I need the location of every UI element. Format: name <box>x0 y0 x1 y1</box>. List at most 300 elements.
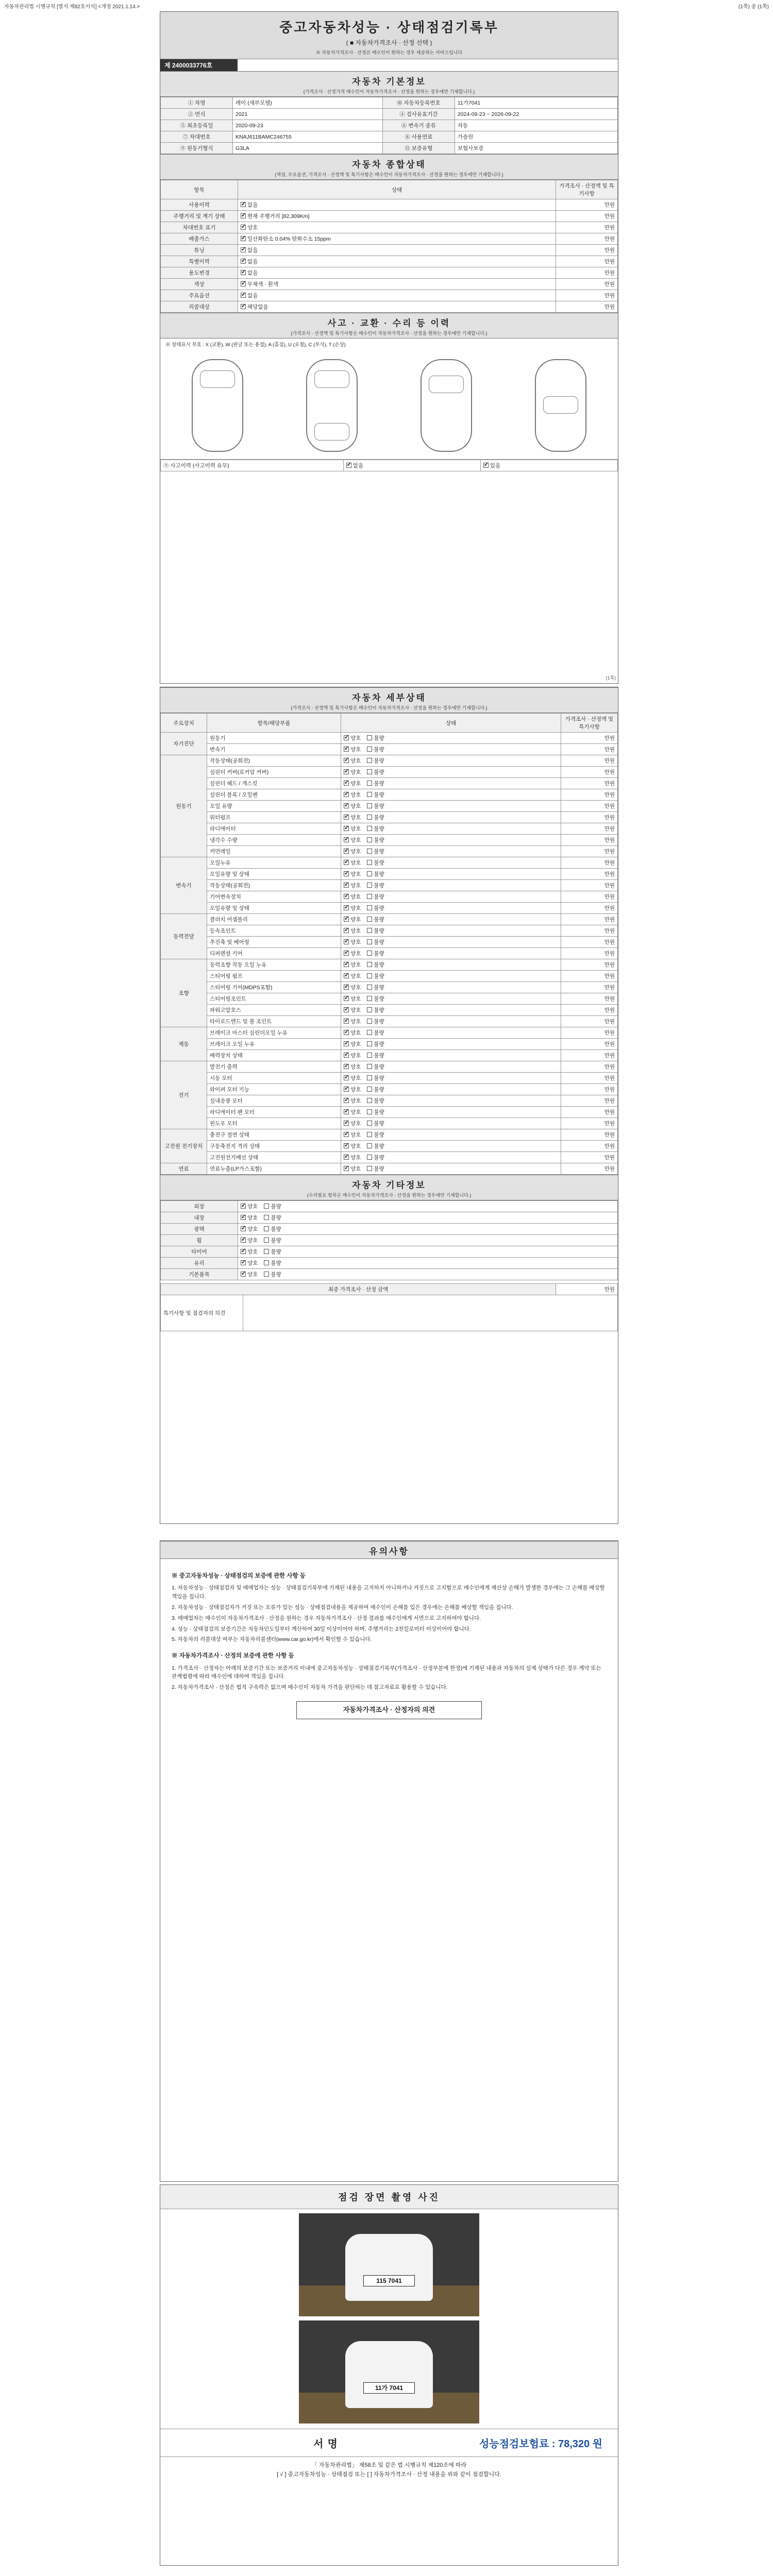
status-option[interactable]: ✓ 양호 <box>344 894 361 900</box>
price-cell: 만원 <box>556 301 618 313</box>
overall-value <box>238 199 556 211</box>
detail-row <box>161 1141 618 1152</box>
status-option[interactable]: ✓ 양호 <box>344 815 361 821</box>
status-option[interactable]: 불량 <box>367 826 384 832</box>
status-option[interactable]: 불량 <box>367 894 384 900</box>
etc-row <box>161 1212 618 1224</box>
detail-status <box>341 801 561 812</box>
status-option[interactable]: ✓ 양호 <box>344 1053 361 1059</box>
checked-box[interactable] <box>241 236 246 241</box>
status-option[interactable]: 불량 <box>367 735 384 741</box>
detail-status <box>341 1141 561 1152</box>
license-plate-1: 115 7041 <box>363 2275 415 2286</box>
etc-label: 타이어 <box>161 1246 238 1258</box>
detail-status <box>341 971 561 982</box>
status-option[interactable]: ✓ 양호 <box>344 1007 361 1013</box>
status-option[interactable]: 불량 <box>367 849 384 855</box>
detail-item: 구동축전지 격리 상태 <box>207 1141 341 1152</box>
detail-row <box>161 767 618 778</box>
etc-row <box>161 1269 618 1280</box>
status-option[interactable]: 불량 <box>367 871 384 877</box>
status-option[interactable]: 불량 <box>367 1053 384 1059</box>
price-cell: 만원 <box>561 1027 618 1039</box>
form-reference: 자동차관리법 시행규칙 [별지 제82호서식] <개정 2021.1.14.> <box>4 4 140 10</box>
status-option[interactable]: ✓ 양호 <box>344 1109 361 1115</box>
detail-row <box>161 1016 618 1027</box>
price-cell: 만원 <box>561 1005 618 1016</box>
basic-label: ⑪ 보증유형 <box>382 143 455 154</box>
price-cell: 만원 <box>561 778 618 789</box>
section-subtitle: (가격조사 · 산정액 및 특기사항은 매수인이 자동차가격조사 · 산정을 원하는 경우에만 기재합니다.) <box>291 331 488 336</box>
column-header: 항목/해당부품 <box>207 714 341 733</box>
status-option[interactable]: 불량 <box>264 1238 281 1244</box>
detail-status <box>341 993 561 1005</box>
status-option[interactable]: ✓ 양호 <box>344 1155 361 1161</box>
status-option[interactable]: ✓ 양호 <box>344 871 361 877</box>
status-option[interactable]: ✓ 양호 <box>344 996 361 1002</box>
price-cell: 만원 <box>561 744 618 755</box>
status-option[interactable]: ✓ 양호 <box>344 803 361 809</box>
signature-label: 서명 <box>313 2438 342 2450</box>
car-frame-diagram <box>535 359 586 452</box>
etc-label: 유리 <box>161 1258 238 1269</box>
checked-box[interactable] <box>241 202 246 207</box>
section-subtitle: (가격조사 · 산정액 및 특기사항은 매수인이 자동차가격조사 · 산정을 원하는 경우에만 기재합니다.) <box>291 705 488 710</box>
detail-row <box>161 1129 618 1141</box>
status-option[interactable]: 불량 <box>367 1087 384 1093</box>
price-cell: 만원 <box>561 1095 618 1107</box>
detail-row <box>161 733 618 744</box>
status-option[interactable]: 불량 <box>264 1215 281 1221</box>
detail-item: 워터펌프 <box>207 812 341 823</box>
price-cell: 만원 <box>561 891 618 903</box>
status-option[interactable]: ✓ 양호 <box>344 973 361 979</box>
price-title: 최종 가격조사 · 산정 금액 <box>161 1284 556 1295</box>
detail-item: 라디에이터 <box>207 823 341 835</box>
detail-item: 오일 유량 <box>207 801 341 812</box>
detail-item: 원동기 <box>207 733 341 744</box>
etc-row <box>161 1224 618 1235</box>
detail-status <box>341 1061 561 1073</box>
page-count: (1쪽) 중 (1쪽) <box>738 4 769 10</box>
detail-status <box>341 948 561 959</box>
detail-group: 연료 <box>161 1163 207 1175</box>
status-option[interactable]: 불량 <box>367 917 384 923</box>
status-option[interactable]: ✓ 양호 <box>344 1019 361 1025</box>
etc-row <box>161 1201 618 1212</box>
detail-status <box>341 1107 561 1118</box>
page-2 <box>160 687 618 1524</box>
detail-status <box>341 869 561 880</box>
checked-box[interactable] <box>241 247 246 252</box>
status-option[interactable]: ✓ 양호 <box>344 837 361 843</box>
status-option[interactable]: 불량 <box>367 792 384 798</box>
overall-row <box>161 290 618 301</box>
basic-value: 자동 <box>455 120 617 131</box>
detail-row <box>161 1039 618 1050</box>
detail-item: 스티어링조인트 <box>207 993 341 1005</box>
etc-label: 기본품목 <box>161 1269 238 1280</box>
status-option[interactable]: 불량 <box>367 1041 384 1047</box>
price-cell: 만원 <box>561 982 618 993</box>
basic-value: 레이 (새부모델) <box>233 97 383 109</box>
detail-row <box>161 744 618 755</box>
status-option[interactable]: ✓ 양호 <box>344 1075 361 1081</box>
detail-item: 와이퍼 모터 기능 <box>207 1084 341 1095</box>
etc-status <box>238 1201 618 1212</box>
price-cell: 만원 <box>561 823 618 835</box>
price-cell: 만원 <box>561 925 618 937</box>
checked-box[interactable] <box>241 259 246 264</box>
overall-status-section-header <box>160 154 618 180</box>
basic-value: 2024-09-23 ~ 2026-09-22 <box>455 109 617 120</box>
status-option[interactable]: ✓ 양호 <box>344 1030 361 1036</box>
status-option[interactable]: 불량 <box>367 1030 384 1036</box>
overall-label: 주행거리 및 계기 상태 <box>161 211 238 222</box>
detail-item: 클러치 어셈블리 <box>207 914 341 925</box>
etc-status <box>238 1212 618 1224</box>
detail-group: 원동기 <box>161 755 207 857</box>
insurance-fee: 성능점검보험료 : 78,320 원 <box>479 2438 602 2450</box>
status-option[interactable]: ✓ 양호 <box>344 985 361 991</box>
overall-label: 튜닝 <box>161 245 238 256</box>
detail-row <box>161 1050 618 1061</box>
status-option[interactable]: 불량 <box>367 973 384 979</box>
price-cell: 만원 <box>561 1107 618 1118</box>
overall-value-text: 없음 <box>247 293 258 299</box>
price-cell: 만원 <box>561 846 618 857</box>
detail-item: 실린더 블록 / 오일팬 <box>207 789 341 801</box>
status-option[interactable]: 불량 <box>367 1064 384 1070</box>
price-cell: 만원 <box>556 256 618 267</box>
status-option[interactable]: 불량 <box>367 905 384 911</box>
price-cell: 만원 <box>556 233 618 245</box>
inspection-photo-2 <box>299 2320 479 2424</box>
status-option[interactable]: ✓ 양호 <box>344 917 361 923</box>
notes-heading-2: ※ 자동차가격조사 · 산정의 보증에 관한 사항 등 <box>172 1653 294 1659</box>
price-cell: 만원 <box>561 1129 618 1141</box>
status-option[interactable]: 불량 <box>367 1132 384 1138</box>
status-option[interactable]: ✓ 양호 <box>344 747 361 753</box>
detail-item: 오일유량 및 상태 <box>207 903 341 914</box>
price-cell: 만원 <box>561 1152 618 1163</box>
status-option[interactable]: ✓ 양호 <box>344 939 361 945</box>
detail-status <box>341 880 561 891</box>
overall-row <box>161 279 618 290</box>
detail-status <box>341 778 561 789</box>
basic-row <box>161 131 618 143</box>
note-paragraph: 5. 자동차의 리콜대상 여부는 자동차리콜센터(www.car.go.kr)에서 확인할 수 있습니다. <box>172 1636 372 1643</box>
overall-value <box>238 267 556 279</box>
detail-status <box>341 1118 561 1129</box>
status-option[interactable]: ✓ 양호 <box>344 769 361 775</box>
price-cell: 만원 <box>561 971 618 982</box>
overall-label: 배출가스 <box>161 233 238 245</box>
price-cell: 만원 <box>561 857 618 869</box>
detail-group: 자기진단 <box>161 733 207 755</box>
price-cell: 만원 <box>556 279 618 290</box>
basic-value: 보험사보증 <box>455 143 617 154</box>
price-cell: 만원 <box>561 937 618 948</box>
status-option[interactable]: 불량 <box>264 1249 281 1255</box>
price-cell: 만원 <box>561 767 618 778</box>
car-side-diagram <box>306 359 358 452</box>
status-option[interactable]: ✓ 양호 <box>241 1215 258 1221</box>
column-header: 가격조사 · 산정액 및 특기사항 <box>561 714 618 733</box>
overall-row <box>161 256 618 267</box>
detail-item: 파워고압호스 <box>207 1005 341 1016</box>
column-header: 가격조사 · 산정액 및 특기사항 <box>556 180 618 199</box>
checked-box[interactable] <box>241 213 246 218</box>
status-option[interactable]: 불량 <box>367 803 384 809</box>
detail-row <box>161 755 618 767</box>
checked-box[interactable] <box>241 270 246 275</box>
detail-item: 실린더 헤드 / 개스킷 <box>207 778 341 789</box>
overall-row <box>161 267 618 279</box>
status-option[interactable]: 불량 <box>367 1075 384 1081</box>
basic-value: 2020-09-23 <box>233 120 383 131</box>
overall-label: 차대번호 표기 <box>161 222 238 233</box>
status-option[interactable]: 불량 <box>367 1109 384 1115</box>
basic-label: ① 차명 <box>161 97 233 109</box>
section-title: 자동차 종합상태 <box>352 160 426 170</box>
detail-item: 작동상태(공회전) <box>207 880 341 891</box>
column-header: 항목 <box>161 180 238 199</box>
basic-label: ⑩ 자동차등록번호 <box>382 97 455 109</box>
status-option[interactable]: 불량 <box>367 1019 384 1025</box>
status-option[interactable]: 불량 <box>367 1143 384 1149</box>
basic-label: ⑨ 원동기형식 <box>161 143 233 154</box>
status-option[interactable]: 불량 <box>264 1260 281 1266</box>
document-header <box>160 12 618 59</box>
page-marker: (1쪽) <box>606 675 616 681</box>
status-option[interactable]: ✓ 양호 <box>344 1132 361 1138</box>
status-option[interactable]: 불량 <box>367 985 384 991</box>
price-cell: 만원 <box>561 1050 618 1061</box>
detail-item: 디퍼렌셜 기어 <box>207 948 341 959</box>
status-option[interactable]: ✓ 양호 <box>344 826 361 832</box>
remarks-value <box>243 1295 618 1331</box>
detail-item: 실린더 커버(로커암 커버) <box>207 767 341 778</box>
detail-row <box>161 835 618 846</box>
detail-status <box>341 1073 561 1084</box>
detail-row <box>161 857 618 869</box>
detail-status <box>341 857 561 869</box>
detail-item: 오일누유 <box>207 857 341 869</box>
status-option[interactable]: ✓ 양호 <box>344 883 361 889</box>
status-option[interactable]: ✓ 양호 <box>344 758 361 764</box>
status-option[interactable]: ✓ 양호 <box>344 1041 361 1047</box>
status-option[interactable]: 불량 <box>264 1272 281 1278</box>
checked-box[interactable] <box>241 304 246 309</box>
detail-group: 조향 <box>161 959 207 1027</box>
status-option[interactable]: ✓ 양호 <box>344 962 361 968</box>
status-option[interactable]: 불량 <box>367 928 384 934</box>
price-cell: 만원 <box>556 222 618 233</box>
status-option[interactable]: 불량 <box>367 747 384 753</box>
overall-label: 특별이력 <box>161 256 238 267</box>
status-option[interactable]: ✓ 양호 <box>241 1272 258 1278</box>
detail-item: 윈도우 모터 <box>207 1118 341 1129</box>
status-option[interactable]: 불량 <box>367 996 384 1002</box>
detail-row <box>161 971 618 982</box>
overall-value-text: 양호 <box>247 225 258 231</box>
detail-row <box>161 982 618 993</box>
status-option[interactable]: 불량 <box>367 815 384 821</box>
overall-value <box>238 290 556 301</box>
price-cell: 만원 <box>556 290 618 301</box>
detail-item: 커먼레일 <box>207 846 341 857</box>
column-header: 상태 <box>341 714 561 733</box>
detail-item: 브레이크 오일 누유 <box>207 1039 341 1050</box>
notes-body <box>160 1559 618 1728</box>
status-option[interactable]: 불량 <box>367 1121 384 1127</box>
etc-section-header <box>160 1175 618 1200</box>
etc-label: 휠 <box>161 1235 238 1246</box>
price-cell: 만원 <box>561 1061 618 1073</box>
page-1 <box>160 11 618 684</box>
checked-box[interactable] <box>241 293 246 298</box>
status-option[interactable]: ✓ 양호 <box>344 905 361 911</box>
status-option[interactable]: 불량 <box>367 883 384 889</box>
status-option[interactable]: 불량 <box>367 951 384 957</box>
status-option[interactable]: ✓ 양호 <box>344 1143 361 1149</box>
column-header: 주요장치 <box>161 714 207 733</box>
detail-status <box>341 1039 561 1050</box>
status-option[interactable]: 불량 <box>367 758 384 764</box>
status-option[interactable]: ✓ 양호 <box>344 1121 361 1127</box>
status-option[interactable]: 불량 <box>367 939 384 945</box>
detail-group: 고전원 전기장치 <box>161 1129 207 1163</box>
detail-item: 작동상태(공회전) <box>207 755 341 767</box>
status-option[interactable]: ✓ 양호 <box>344 1087 361 1093</box>
detail-item: 냉각수 수량 <box>207 835 341 846</box>
car-top-diagram <box>421 359 472 452</box>
detail-status <box>341 1005 561 1016</box>
status-option[interactable]: ✓ 양호 <box>241 1249 258 1255</box>
checked-box[interactable] <box>241 225 246 230</box>
status-option[interactable]: ✓ 양호 <box>241 1260 258 1266</box>
detail-row <box>161 959 618 971</box>
overall-value <box>238 279 556 290</box>
detail-group: 변속기 <box>161 857 207 914</box>
detail-status <box>341 1129 561 1141</box>
price-cell: 만원 <box>556 199 618 211</box>
detail-row <box>161 812 618 823</box>
status-option[interactable]: ✓ 양호 <box>344 1166 361 1172</box>
detail-row <box>161 1095 618 1107</box>
status-option[interactable]: 불량 <box>367 860 384 866</box>
detail-status <box>341 789 561 801</box>
detail-row <box>161 778 618 789</box>
detail-row <box>161 823 618 835</box>
status-option[interactable]: 불량 <box>264 1204 281 1210</box>
etc-status <box>238 1258 618 1269</box>
detail-item: 오일유량 및 상태 <box>207 869 341 880</box>
overall-row <box>161 245 618 256</box>
photo-title: 점검 장면 촬영 사진 <box>160 2185 618 2209</box>
price-cell: 만원 <box>556 211 618 222</box>
checked-box[interactable] <box>241 281 246 286</box>
detail-status <box>341 937 561 948</box>
detail-row <box>161 993 618 1005</box>
detail-row <box>161 789 618 801</box>
detail-status <box>341 846 561 857</box>
car-front-diagram <box>192 359 243 452</box>
price-cell: 만원 <box>561 835 618 846</box>
overall-value-text: 없음 <box>247 270 258 276</box>
detail-status <box>341 1050 561 1061</box>
status-option[interactable]: 불량 <box>367 1098 384 1104</box>
status-option[interactable]: ✓ 양호 <box>344 792 361 798</box>
page-3 <box>160 1540 618 2182</box>
detail-item: 시동 모터 <box>207 1073 341 1084</box>
etc-status <box>238 1246 618 1258</box>
status-option[interactable]: 불량 <box>367 769 384 775</box>
status-option[interactable]: ✓ 양호 <box>344 781 361 787</box>
status-option[interactable]: 불량 <box>367 1155 384 1161</box>
overall-row <box>161 211 618 222</box>
etc-row <box>161 1258 618 1269</box>
note-paragraph: 3. 매매업자는 매수인이 자동차가격조사 · 산정을 원하는 경우 자동차가격조사 · 산정 결과를 매수인에게 서면으로 고지하여야 합니다. <box>172 1615 481 1621</box>
detail-group: 동력전달 <box>161 914 207 959</box>
status-option[interactable]: ✓ 양호 <box>344 1064 361 1070</box>
status-option[interactable]: 불량 <box>367 781 384 787</box>
inspection-photo-1 <box>299 2213 479 2316</box>
status-option[interactable]: ✓ 양호 <box>241 1226 258 1232</box>
status-option[interactable]: 불량 <box>367 1007 384 1013</box>
basic-label: ⑤ 최초등록일 <box>161 120 233 131</box>
status-option[interactable]: 불량 <box>264 1226 281 1232</box>
etc-status <box>238 1269 618 1280</box>
status-option[interactable]: ✓ 양호 <box>241 1204 258 1210</box>
status-option[interactable]: 불량 <box>367 1166 384 1172</box>
detail-row <box>161 1084 618 1095</box>
basic-label: ④ 검사유효기간 <box>382 109 455 120</box>
status-option[interactable]: ✓ 양호 <box>344 928 361 934</box>
status-option[interactable]: ✓ 양호 <box>344 735 361 741</box>
detail-item: 변속기 <box>207 744 341 755</box>
detail-item: 연료누출(LP가스포함) <box>207 1163 341 1175</box>
basic-row <box>161 143 618 154</box>
etc-label: 내장 <box>161 1212 238 1224</box>
etc-status <box>238 1235 618 1246</box>
price-cell: 만원 <box>561 993 618 1005</box>
status-option[interactable]: ✓ 양호 <box>344 860 361 866</box>
detail-item: 발전기 출력 <box>207 1061 341 1073</box>
note-paragraph: 4. 성능 · 상태점검의 보증기간은 자동차인도일부터 계산하여 30일 이상이어야 하며, 주행거리는 2천킬로미터 이상이어야 합니다. <box>172 1625 471 1632</box>
status-option[interactable]: ✓ 양호 <box>344 1098 361 1104</box>
status-option[interactable]: 불량 <box>367 837 384 843</box>
overall-value-text: 현재 주행거리 [82,309Km] <box>247 213 310 219</box>
basic-value: KNAJ611BAMC246755 <box>233 131 383 143</box>
detail-status <box>341 767 561 778</box>
detail-status <box>341 812 561 823</box>
status-option[interactable]: 불량 <box>367 962 384 968</box>
overall-label: 용도변경 <box>161 267 238 279</box>
status-option[interactable]: ✓ 양호 <box>344 951 361 957</box>
status-option[interactable]: ✓ 양호 <box>344 849 361 855</box>
status-option[interactable]: ✓ 양호 <box>241 1238 258 1244</box>
detail-group: 제동 <box>161 1027 207 1061</box>
section-title: 자동차 기본정보 <box>352 77 426 87</box>
detail-status <box>341 903 561 914</box>
document-number: 제 2400033776호 <box>160 59 238 71</box>
overall-label: 리콜대상 <box>161 301 238 313</box>
section-title: 사고 · 교환 · 수리 등 이력 <box>327 318 451 328</box>
overall-value-text: 일산화탄소 0.04% 탄화수소 15ppm <box>247 236 331 242</box>
detail-item: 실내송풍 모터 <box>207 1095 341 1107</box>
